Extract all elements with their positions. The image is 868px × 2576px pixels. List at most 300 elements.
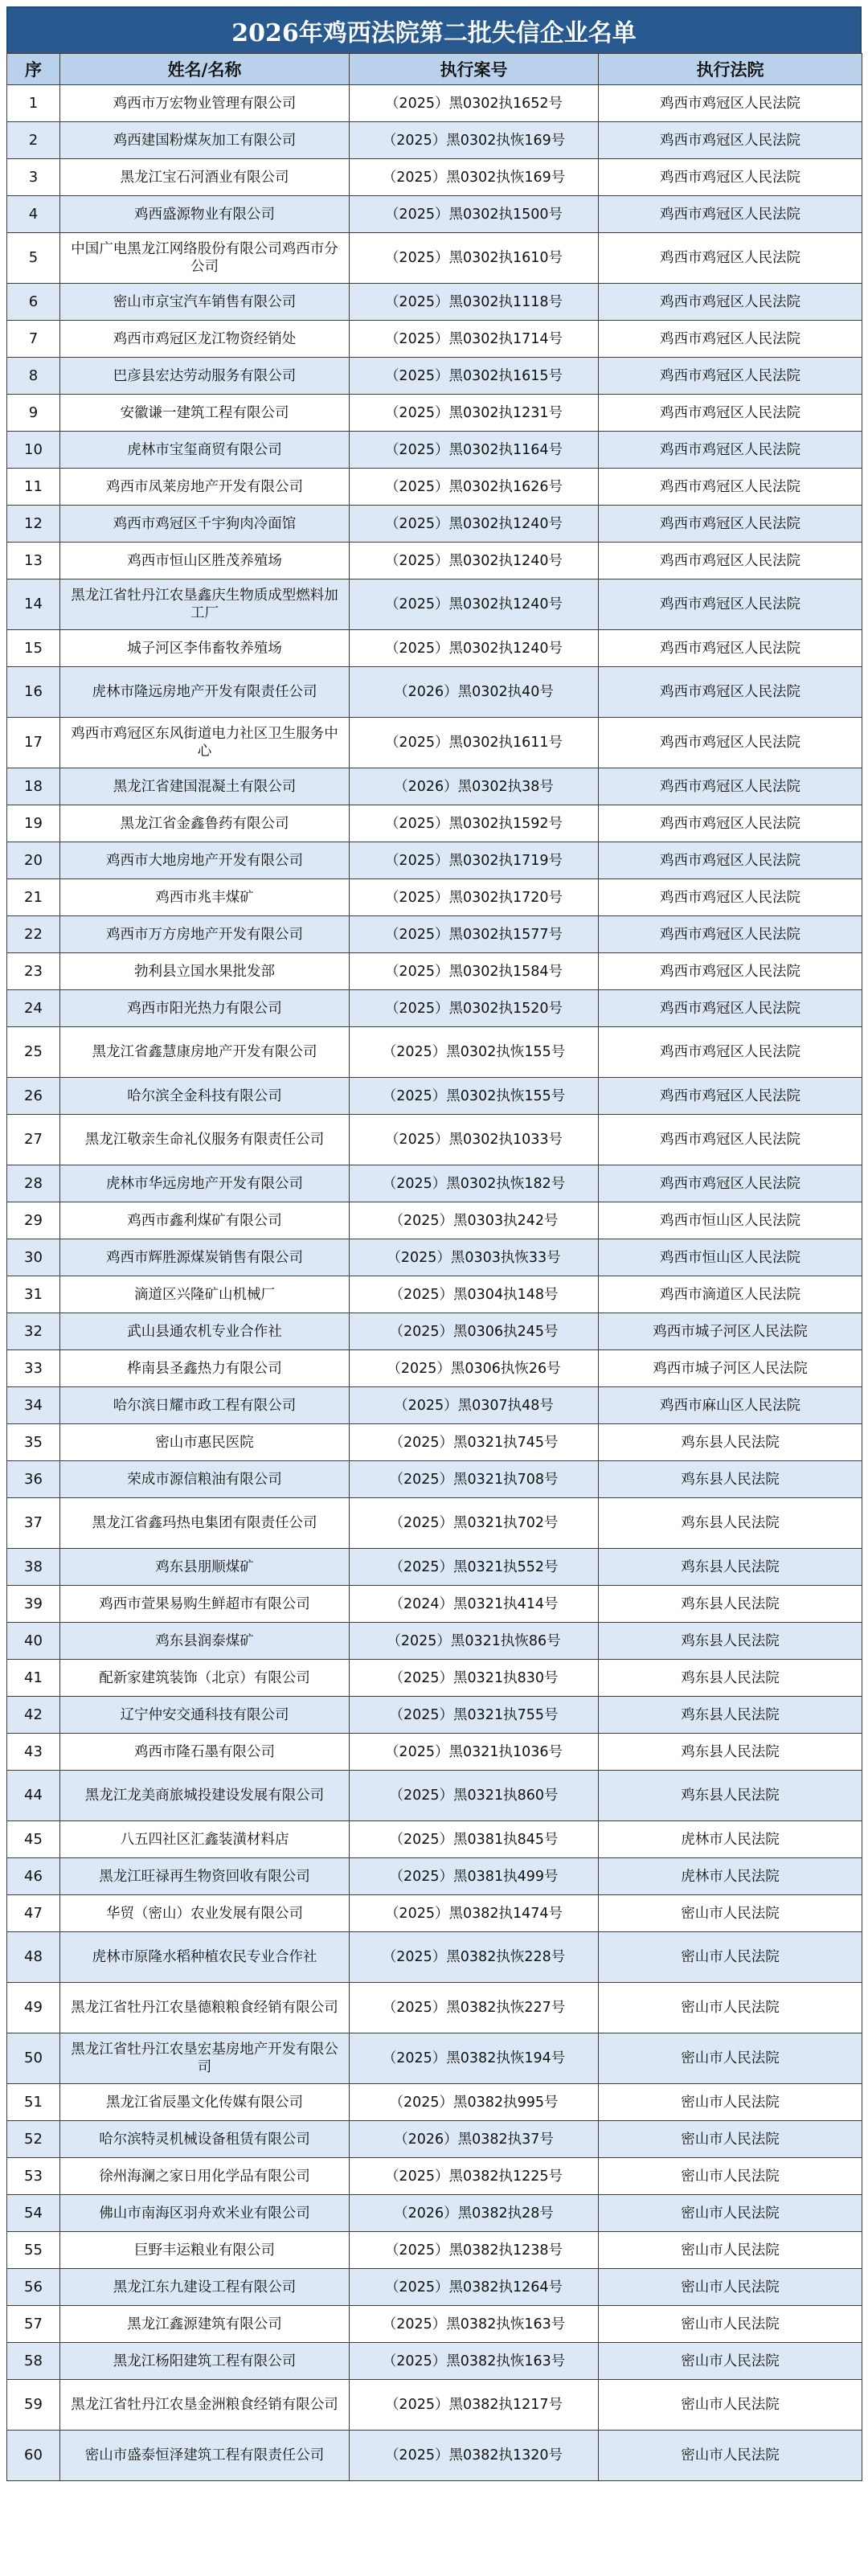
row-case-number: （2025）黑0382执1217号: [350, 2380, 599, 2431]
row-index: 46: [7, 1858, 60, 1895]
table-row: [7, 1313, 862, 1350]
row-case-number: （2025）黑0302执1033号: [350, 1115, 599, 1165]
row-name: 鸡西市万方房地产开发有限公司: [60, 916, 350, 953]
row-name: 黑龙江省鑫慧康房地产开发有限公司: [60, 1027, 350, 1078]
row-court: 鸡西市鸡冠区人民法院: [599, 469, 862, 506]
row-index: 12: [7, 506, 60, 543]
row-index: 54: [7, 2195, 60, 2232]
row-court: 鸡东县人民法院: [599, 1771, 862, 1821]
row-case-number: （2025）黑0306执恢26号: [350, 1350, 599, 1387]
row-name: 黑龙江敬亲生命礼仪服务有限责任公司: [60, 1115, 350, 1165]
row-court: 鸡西市鸡冠区人民法院: [599, 321, 862, 358]
row-index: 22: [7, 916, 60, 953]
row-case-number: （2025）黑0302执1626号: [350, 469, 599, 506]
row-index: 31: [7, 1276, 60, 1313]
table-row: [7, 395, 862, 432]
row-name: 鸡西市鸡冠区千宇狗肉冷面馆: [60, 506, 350, 543]
row-court: 鸡西市城子河区人民法院: [599, 1313, 862, 1350]
row-case-number: （2025）黑0382执恢227号: [350, 1983, 599, 2033]
table-row: [7, 2033, 862, 2084]
row-case-number: （2025）黑0302执恢182号: [350, 1165, 599, 1202]
row-index: 5: [7, 233, 60, 284]
row-name: 黑龙江省牡丹江农垦德粮粮食经销有限公司: [60, 1983, 350, 2033]
row-index: 17: [7, 718, 60, 768]
row-index: 26: [7, 1078, 60, 1115]
row-case-number: （2026）黑0382执28号: [350, 2195, 599, 2232]
row-court: 鸡西市鸡冠区人民法院: [599, 953, 862, 990]
row-name: 鸡西市萱果易购生鲜超市有限公司: [60, 1586, 350, 1623]
row-case-number: （2025）黑0304执148号: [350, 1276, 599, 1313]
row-court: 鸡东县人民法院: [599, 1549, 862, 1586]
table-row: [7, 358, 862, 395]
row-court: 密山市人民法院: [599, 2158, 862, 2195]
table-row: [7, 1660, 862, 1697]
row-court: 鸡东县人民法院: [599, 1697, 862, 1734]
row-index: 43: [7, 1734, 60, 1771]
row-court: 鸡西市鸡冠区人民法院: [599, 1078, 862, 1115]
row-court: 鸡西市鸡冠区人民法院: [599, 122, 862, 159]
row-court: 鸡西市鸡冠区人民法院: [599, 805, 862, 842]
row-case-number: （2025）黑0302执恢155号: [350, 1027, 599, 1078]
row-court: 密山市人民法院: [599, 1932, 862, 1983]
row-name: 鸡东县朋顺煤矿: [60, 1549, 350, 1586]
table-row: [7, 879, 862, 916]
row-case-number: （2025）黑0302执1240号: [350, 506, 599, 543]
row-index: 16: [7, 667, 60, 718]
table-row: [7, 630, 862, 667]
row-index: 19: [7, 805, 60, 842]
table-row: [7, 1586, 862, 1623]
table-row: [7, 805, 862, 842]
table-row: [7, 1115, 862, 1165]
table-row: [7, 1078, 862, 1115]
row-case-number: （2025）黑0303执242号: [350, 1202, 599, 1239]
row-case-number: （2026）黑0302执38号: [350, 768, 599, 805]
table-row: [7, 2343, 862, 2380]
row-name: 鸡西市鸡冠区龙江物资经销处: [60, 321, 350, 358]
row-name: 黑龙江省鑫玛热电集团有限责任公司: [60, 1498, 350, 1549]
row-name: 武山县通农机专业合作社: [60, 1313, 350, 1350]
row-name: 黑龙江省牡丹江农垦金洲粮食经销有限公司: [60, 2380, 350, 2431]
row-case-number: （2025）黑0382执恢163号: [350, 2306, 599, 2343]
table-row: [7, 2232, 862, 2269]
row-case-number: （2025）黑0321执1036号: [350, 1734, 599, 1771]
row-court: 鸡西市鸡冠区人民法院: [599, 667, 862, 718]
row-court: 鸡西市鸡冠区人民法院: [599, 990, 862, 1027]
row-court: 鸡西市鸡冠区人民法院: [599, 630, 862, 667]
row-index: 55: [7, 2232, 60, 2269]
row-name: 哈尔滨特灵机械设备租赁有限公司: [60, 2121, 350, 2158]
row-index: 41: [7, 1660, 60, 1697]
row-name: 巨野丰运粮业有限公司: [60, 2232, 350, 2269]
row-name: 鸡西市大地房地产开发有限公司: [60, 842, 350, 879]
row-case-number: （2025）黑0303执恢33号: [350, 1239, 599, 1276]
table-row: [7, 1895, 862, 1932]
row-court: 鸡东县人民法院: [599, 1424, 862, 1461]
row-case-number: （2025）黑0302执1592号: [350, 805, 599, 842]
row-index: 60: [7, 2431, 60, 2481]
row-case-number: （2025）黑0321执552号: [350, 1549, 599, 1586]
row-name: 徐州海澜之家日用化学品有限公司: [60, 2158, 350, 2195]
row-case-number: （2025）黑0302执1610号: [350, 233, 599, 284]
row-case-number: （2026）黑0382执37号: [350, 2121, 599, 2158]
row-name: 鸡西盛源物业有限公司: [60, 196, 350, 233]
row-name: 鸡西建国粉煤灰加工有限公司: [60, 122, 350, 159]
row-case-number: （2025）黑0321执恢86号: [350, 1623, 599, 1660]
row-name: 黑龙江省牡丹江农垦宏基房地产开发有限公司: [60, 2033, 350, 2084]
row-name: 虎林市隆远房地产开发有限责任公司: [60, 667, 350, 718]
table-header-row: [7, 54, 862, 85]
row-court: 鸡东县人民法院: [599, 1623, 862, 1660]
row-court: 密山市人民法院: [599, 2121, 862, 2158]
row-case-number: （2025）黑0382执1225号: [350, 2158, 599, 2195]
table-row: [7, 506, 862, 543]
table-row: [7, 1983, 862, 2033]
row-case-number: （2025）黑0382执恢163号: [350, 2343, 599, 2380]
row-court: 鸡西市滴道区人民法院: [599, 1276, 862, 1313]
row-name: 黑龙江旺禄再生物资回收有限公司: [60, 1858, 350, 1895]
row-name: 中国广电黑龙江网络股份有限公司鸡西市分公司: [60, 233, 350, 284]
table-row: [7, 1350, 862, 1387]
table-row: [7, 1165, 862, 1202]
row-name: 密山市京宝汽车销售有限公司: [60, 284, 350, 321]
row-index: 8: [7, 358, 60, 395]
row-court: 鸡西市鸡冠区人民法院: [599, 506, 862, 543]
row-index: 38: [7, 1549, 60, 1586]
row-court: 鸡西市鸡冠区人民法院: [599, 916, 862, 953]
table-row: [7, 916, 862, 953]
table-row: [7, 233, 862, 284]
row-case-number: （2025）黑0302执恢155号: [350, 1078, 599, 1115]
row-index: 15: [7, 630, 60, 667]
row-index: 6: [7, 284, 60, 321]
row-court: 鸡西市鸡冠区人民法院: [599, 196, 862, 233]
row-court: 鸡西市鸡冠区人民法院: [599, 432, 862, 469]
row-court: 鸡东县人民法院: [599, 1734, 862, 1771]
row-index: 59: [7, 2380, 60, 2431]
row-index: 10: [7, 432, 60, 469]
row-name: 黑龙江龙美商旅城投建设发展有限公司: [60, 1771, 350, 1821]
row-index: 18: [7, 768, 60, 805]
row-court: 鸡西市鸡冠区人民法院: [599, 233, 862, 284]
row-court: 鸡西市鸡冠区人民法院: [599, 1165, 862, 1202]
row-court: 鸡西市鸡冠区人民法院: [599, 395, 862, 432]
row-name: 配新家建筑装饰（北京）有限公司: [60, 1660, 350, 1697]
row-index: 14: [7, 579, 60, 630]
row-court: 鸡东县人民法院: [599, 1461, 862, 1498]
row-index: 51: [7, 2084, 60, 2121]
row-index: 2: [7, 122, 60, 159]
row-court: 密山市人民法院: [599, 1983, 862, 2033]
table-row: [7, 1387, 862, 1424]
row-case-number: （2025）黑0382执恢194号: [350, 2033, 599, 2084]
row-case-number: （2025）黑0302执1240号: [350, 543, 599, 579]
table-row: [7, 122, 862, 159]
row-name: 虎林市原隆水稻种植农民专业合作社: [60, 1932, 350, 1983]
table-row: [7, 2269, 862, 2306]
row-case-number: （2025）黑0302执1240号: [350, 579, 599, 630]
row-name: 密山市惠民医院: [60, 1424, 350, 1461]
row-case-number: （2025）黑0321执860号: [350, 1771, 599, 1821]
table-row: [7, 1549, 862, 1586]
row-case-number: （2025）黑0302执1520号: [350, 990, 599, 1027]
row-court: 鸡西市鸡冠区人民法院: [599, 543, 862, 579]
row-index: 58: [7, 2343, 60, 2380]
row-court: 密山市人民法院: [599, 2084, 862, 2121]
row-case-number: （2025）黑0382执恢228号: [350, 1932, 599, 1983]
row-index: 44: [7, 1771, 60, 1821]
row-name: 鸡西市凤莱房地产开发有限公司: [60, 469, 350, 506]
row-court: 鸡西市鸡冠区人民法院: [599, 85, 862, 122]
row-court: 鸡西市鸡冠区人民法院: [599, 718, 862, 768]
row-court: 密山市人民法院: [599, 2033, 862, 2084]
row-name: 鸡西市隆石墨有限公司: [60, 1734, 350, 1771]
row-court: 鸡东县人民法院: [599, 1586, 862, 1623]
row-case-number: （2025）黑0321执755号: [350, 1697, 599, 1734]
table-row: [7, 842, 862, 879]
row-name: 密山市盛泰恒泽建筑工程有限责任公司: [60, 2431, 350, 2481]
blacklist-sheet: [6, 6, 862, 2481]
row-index: 42: [7, 1697, 60, 1734]
table-row: [7, 1821, 862, 1858]
row-name: 鸡西市兆丰煤矿: [60, 879, 350, 916]
table-row: [7, 579, 862, 630]
table-row: [7, 1734, 862, 1771]
row-index: 35: [7, 1424, 60, 1461]
table-row: [7, 1498, 862, 1549]
row-index: 47: [7, 1895, 60, 1932]
row-name: 勃利县立国水果批发部: [60, 953, 350, 990]
row-case-number: （2025）黑0302执1714号: [350, 321, 599, 358]
row-name: 鸡西市阳光热力有限公司: [60, 990, 350, 1027]
row-index: 28: [7, 1165, 60, 1202]
row-court: 密山市人民法院: [599, 2343, 862, 2380]
row-index: 56: [7, 2269, 60, 2306]
row-court: 鸡西市鸡冠区人民法院: [599, 159, 862, 196]
table-row: [7, 990, 862, 1027]
row-court: 鸡西市鸡冠区人民法院: [599, 358, 862, 395]
row-court: 鸡西市恒山区人民法院: [599, 1239, 862, 1276]
row-index: 30: [7, 1239, 60, 1276]
row-index: 7: [7, 321, 60, 358]
row-name: 黑龙江东九建设工程有限公司: [60, 2269, 350, 2306]
row-index: 1: [7, 85, 60, 122]
row-name: 虎林市华远房地产开发有限公司: [60, 1165, 350, 1202]
table-row: [7, 543, 862, 579]
row-name: 鸡西市万宏物业管理有限公司: [60, 85, 350, 122]
row-index: 39: [7, 1586, 60, 1623]
table-row: [7, 1771, 862, 1821]
table-row: [7, 432, 862, 469]
row-case-number: （2025）黑0302执1652号: [350, 85, 599, 122]
row-case-number: （2025）黑0306执245号: [350, 1313, 599, 1350]
row-case-number: （2025）黑0302执1615号: [350, 358, 599, 395]
row-court: 密山市人民法院: [599, 2306, 862, 2343]
table-row: [7, 768, 862, 805]
table-row: [7, 1276, 862, 1313]
row-name: 鸡西市辉胜源煤炭销售有限公司: [60, 1239, 350, 1276]
row-index: 3: [7, 159, 60, 196]
table-row: [7, 953, 862, 990]
row-court: 鸡西市鸡冠区人民法院: [599, 879, 862, 916]
table-row: [7, 2084, 862, 2121]
row-court: 鸡西市鸡冠区人民法院: [599, 1027, 862, 1078]
row-case-number: （2024）黑0321执414号: [350, 1586, 599, 1623]
row-case-number: （2025）黑0381执845号: [350, 1821, 599, 1858]
row-court: 密山市人民法院: [599, 2269, 862, 2306]
row-case-number: （2025）黑0302执1500号: [350, 196, 599, 233]
table-row: [7, 2306, 862, 2343]
row-name: 城子河区李伟畜牧养殖场: [60, 630, 350, 667]
row-index: 37: [7, 1498, 60, 1549]
row-name: 黑龙江省牡丹江农垦鑫庆生物质成型燃料加工厂: [60, 579, 350, 630]
row-case-number: （2025）黑0321执708号: [350, 1461, 599, 1498]
table-row: [7, 1424, 862, 1461]
row-index: 9: [7, 395, 60, 432]
row-index: 4: [7, 196, 60, 233]
row-name: 哈尔滨日耀市政工程有限公司: [60, 1387, 350, 1424]
row-index: 36: [7, 1461, 60, 1498]
header-name: 姓名/名称: [60, 54, 350, 85]
row-case-number: （2025）黑0382执995号: [350, 2084, 599, 2121]
row-case-number: （2025）黑0302执1719号: [350, 842, 599, 879]
row-name: 黑龙江省建国混凝土有限公司: [60, 768, 350, 805]
table-row: [7, 85, 862, 122]
row-court: 密山市人民法院: [599, 2232, 862, 2269]
table-row: [7, 1858, 862, 1895]
row-index: 52: [7, 2121, 60, 2158]
table-row: [7, 1027, 862, 1078]
row-index: 29: [7, 1202, 60, 1239]
row-case-number: （2025）黑0302执恢169号: [350, 159, 599, 196]
row-name: 鸡西市恒山区胜茂养殖场: [60, 543, 350, 579]
row-name: 巴彦县宏达劳动服务有限公司: [60, 358, 350, 395]
row-case-number: （2025）黑0321执830号: [350, 1660, 599, 1697]
table-row: [7, 1932, 862, 1983]
row-name: 荣成市源信粮油有限公司: [60, 1461, 350, 1498]
row-case-number: （2025）黑0302执1720号: [350, 879, 599, 916]
table-row: [7, 1202, 862, 1239]
row-case-number: （2025）黑0302执1611号: [350, 718, 599, 768]
row-index: 57: [7, 2306, 60, 2343]
row-case-number: （2025）黑0382执1474号: [350, 1895, 599, 1932]
row-name: 黑龙江省辰墨文化传媒有限公司: [60, 2084, 350, 2121]
row-index: 32: [7, 1313, 60, 1350]
row-index: 23: [7, 953, 60, 990]
row-case-number: （2025）黑0382执1320号: [350, 2431, 599, 2481]
row-court: 密山市人民法院: [599, 2431, 862, 2481]
row-court: 鸡西市城子河区人民法院: [599, 1350, 862, 1387]
table-row: [7, 667, 862, 718]
blacklist-table: [6, 53, 862, 2481]
row-index: 20: [7, 842, 60, 879]
row-case-number: （2025）黑0302执恢169号: [350, 122, 599, 159]
row-index: 45: [7, 1821, 60, 1858]
row-index: 13: [7, 543, 60, 579]
row-court: 鸡西市鸡冠区人民法院: [599, 768, 862, 805]
row-name: 黑龙江鑫源建筑有限公司: [60, 2306, 350, 2343]
row-court: 鸡东县人民法院: [599, 1498, 862, 1549]
row-case-number: （2025）黑0382执1238号: [350, 2232, 599, 2269]
row-court: 鸡西市鸡冠区人民法院: [599, 284, 862, 321]
row-index: 48: [7, 1932, 60, 1983]
row-name: 华贸（密山）农业发展有限公司: [60, 1895, 350, 1932]
row-case-number: （2025）黑0382执1264号: [350, 2269, 599, 2306]
row-court: 虎林市人民法院: [599, 1858, 862, 1895]
row-court: 鸡西市鸡冠区人民法院: [599, 842, 862, 879]
header-court: 执行法院: [599, 54, 862, 85]
row-case-number: （2026）黑0302执40号: [350, 667, 599, 718]
table-row: [7, 1697, 862, 1734]
row-case-number: （2025）黑0302执1240号: [350, 630, 599, 667]
table-row: [7, 1461, 862, 1498]
row-court: 鸡西市麻山区人民法院: [599, 1387, 862, 1424]
row-index: 40: [7, 1623, 60, 1660]
row-name: 佛山市南海区羽舟欢米业有限公司: [60, 2195, 350, 2232]
row-court: 虎林市人民法院: [599, 1821, 862, 1858]
row-name: 黑龙江杨阳建筑工程有限公司: [60, 2343, 350, 2380]
row-case-number: （2025）黑0321执745号: [350, 1424, 599, 1461]
table-body: [7, 85, 862, 2481]
row-name: 鸡东县润泰煤矿: [60, 1623, 350, 1660]
row-case-number: （2025）黑0302执1231号: [350, 395, 599, 432]
row-index: 34: [7, 1387, 60, 1424]
row-index: 21: [7, 879, 60, 916]
table-row: [7, 159, 862, 196]
row-name: 鸡西市鸡冠区东风街道电力社区卫生服务中心: [60, 718, 350, 768]
row-name: 八五四社区汇鑫装潢材料店: [60, 1821, 350, 1858]
row-court: 密山市人民法院: [599, 2380, 862, 2431]
row-case-number: （2025）黑0307执48号: [350, 1387, 599, 1424]
row-name: 哈尔滨全金科技有限公司: [60, 1078, 350, 1115]
table-row: [7, 284, 862, 321]
page-title: 2026年鸡西法院第二批失信企业名单: [6, 6, 862, 53]
table-row: [7, 196, 862, 233]
row-court: 鸡西市鸡冠区人民法院: [599, 1115, 862, 1165]
row-court: 鸡西市恒山区人民法院: [599, 1202, 862, 1239]
row-case-number: （2025）黑0321执702号: [350, 1498, 599, 1549]
row-name: 鸡西市鑫利煤矿有限公司: [60, 1202, 350, 1239]
row-name: 辽宁仲安交通科技有限公司: [60, 1697, 350, 1734]
header-index: 序: [7, 54, 60, 85]
row-name: 滴道区兴隆矿山机械厂: [60, 1276, 350, 1313]
table-row: [7, 1623, 862, 1660]
row-case-number: （2025）黑0302执1577号: [350, 916, 599, 953]
row-index: 25: [7, 1027, 60, 1078]
table-row: [7, 321, 862, 358]
row-case-number: （2025）黑0302执1164号: [350, 432, 599, 469]
table-row: [7, 2380, 862, 2431]
row-index: 49: [7, 1983, 60, 2033]
row-court: 密山市人民法院: [599, 2195, 862, 2232]
table-row: [7, 718, 862, 768]
table-row: [7, 469, 862, 506]
row-index: 53: [7, 2158, 60, 2195]
header-case-number: 执行案号: [350, 54, 599, 85]
row-court: 鸡东县人民法院: [599, 1660, 862, 1697]
row-case-number: （2025）黑0381执499号: [350, 1858, 599, 1895]
row-court: 鸡西市鸡冠区人民法院: [599, 579, 862, 630]
row-name: 桦南县圣鑫热力有限公司: [60, 1350, 350, 1387]
row-index: 33: [7, 1350, 60, 1387]
table-row: [7, 1239, 862, 1276]
row-name: 虎林市宝玺商贸有限公司: [60, 432, 350, 469]
row-case-number: （2025）黑0302执1584号: [350, 953, 599, 990]
row-index: 50: [7, 2033, 60, 2084]
row-index: 11: [7, 469, 60, 506]
table-row: [7, 2158, 862, 2195]
table-row: [7, 2431, 862, 2481]
